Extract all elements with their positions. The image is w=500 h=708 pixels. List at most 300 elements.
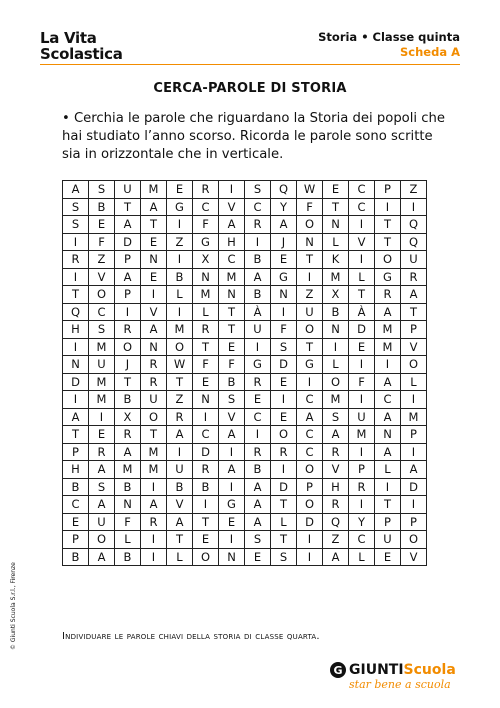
grid-cell[interactable]: B xyxy=(219,373,245,391)
grid-cell[interactable]: M xyxy=(167,321,193,339)
grid-cell[interactable]: A xyxy=(89,496,115,514)
grid-cell[interactable]: V xyxy=(167,496,193,514)
grid-cell[interactable]: I xyxy=(271,303,297,321)
grid-cell[interactable]: O xyxy=(297,496,323,514)
grid-cell[interactable]: J xyxy=(115,356,141,374)
grid-cell[interactable]: O xyxy=(89,531,115,549)
grid-cell[interactable]: I xyxy=(349,251,375,269)
grid-cell[interactable]: M xyxy=(375,338,401,356)
grid-cell[interactable]: R xyxy=(193,321,219,339)
grid-cell[interactable]: I xyxy=(63,391,89,409)
grid-cell[interactable]: N xyxy=(115,496,141,514)
grid-cell[interactable]: R xyxy=(245,373,271,391)
grid-cell[interactable]: O xyxy=(297,461,323,479)
grid-cell[interactable]: Z xyxy=(401,181,427,199)
grid-cell[interactable]: M xyxy=(89,391,115,409)
grid-cell[interactable]: C xyxy=(349,198,375,216)
grid-cell[interactable]: Q xyxy=(271,181,297,199)
grid-cell[interactable]: F xyxy=(219,356,245,374)
grid-cell[interactable]: N xyxy=(219,286,245,304)
grid-cell[interactable]: N xyxy=(375,426,401,444)
grid-cell[interactable]: T xyxy=(115,373,141,391)
grid-cell[interactable]: E xyxy=(219,338,245,356)
grid-cell[interactable]: U xyxy=(141,391,167,409)
grid-cell[interactable]: A xyxy=(375,408,401,426)
grid-cell[interactable]: S xyxy=(245,531,271,549)
grid-cell[interactable]: N xyxy=(323,321,349,339)
grid-cell[interactable]: T xyxy=(141,216,167,234)
grid-cell[interactable]: A xyxy=(245,478,271,496)
grid-cell[interactable]: T xyxy=(167,531,193,549)
grid-cell[interactable]: T xyxy=(193,513,219,531)
grid-cell[interactable]: P xyxy=(115,286,141,304)
grid-cell[interactable]: A xyxy=(375,443,401,461)
grid-cell[interactable]: E xyxy=(245,548,271,566)
grid-cell[interactable]: S xyxy=(63,198,89,216)
grid-cell[interactable]: M xyxy=(141,461,167,479)
grid-cell[interactable]: U xyxy=(167,461,193,479)
grid-cell[interactable]: L xyxy=(323,356,349,374)
grid-cell[interactable]: O xyxy=(115,338,141,356)
grid-cell[interactable]: U xyxy=(349,408,375,426)
grid-cell[interactable]: V xyxy=(89,268,115,286)
grid-cell[interactable]: V xyxy=(401,548,427,566)
grid-cell[interactable]: O xyxy=(375,251,401,269)
grid-cell[interactable]: A xyxy=(63,408,89,426)
grid-cell[interactable]: V xyxy=(349,233,375,251)
grid-cell[interactable]: U xyxy=(375,531,401,549)
grid-cell[interactable]: E xyxy=(141,268,167,286)
grid-cell[interactable]: I xyxy=(401,198,427,216)
grid-cell[interactable]: L xyxy=(167,286,193,304)
grid-cell[interactable]: E xyxy=(167,181,193,199)
grid-cell[interactable]: P xyxy=(297,478,323,496)
grid-cell[interactable]: A xyxy=(375,303,401,321)
grid-cell[interactable]: L xyxy=(349,548,375,566)
grid-cell[interactable]: I xyxy=(401,443,427,461)
grid-cell[interactable]: M xyxy=(141,181,167,199)
grid-cell[interactable]: C xyxy=(63,496,89,514)
grid-cell[interactable]: T xyxy=(375,233,401,251)
grid-cell[interactable]: I xyxy=(63,268,89,286)
grid-cell[interactable]: I xyxy=(245,338,271,356)
grid-cell[interactable]: L xyxy=(323,233,349,251)
grid-cell[interactable]: Q xyxy=(63,303,89,321)
grid-cell[interactable]: B xyxy=(115,548,141,566)
grid-cell[interactable]: N xyxy=(271,286,297,304)
grid-cell[interactable]: B xyxy=(167,478,193,496)
grid-cell[interactable]: D xyxy=(115,233,141,251)
grid-cell[interactable]: U xyxy=(89,513,115,531)
grid-cell[interactable]: P xyxy=(375,181,401,199)
grid-cell[interactable]: I xyxy=(349,496,375,514)
grid-cell[interactable]: I xyxy=(375,478,401,496)
grid-cell[interactable]: B xyxy=(89,198,115,216)
grid-cell[interactable]: I xyxy=(245,233,271,251)
grid-cell[interactable]: R xyxy=(141,513,167,531)
grid-cell[interactable]: N xyxy=(219,548,245,566)
grid-cell[interactable]: L xyxy=(193,303,219,321)
grid-cell[interactable]: E xyxy=(219,513,245,531)
grid-cell[interactable]: I xyxy=(349,356,375,374)
grid-cell[interactable]: N xyxy=(193,268,219,286)
grid-cell[interactable]: P xyxy=(401,426,427,444)
grid-cell[interactable]: M xyxy=(323,268,349,286)
grid-cell[interactable]: G xyxy=(219,496,245,514)
grid-cell[interactable]: T xyxy=(271,496,297,514)
grid-cell[interactable]: E xyxy=(63,513,89,531)
grid-cell[interactable]: C xyxy=(245,198,271,216)
grid-cell[interactable]: I xyxy=(167,443,193,461)
grid-cell[interactable]: S xyxy=(245,181,271,199)
grid-cell[interactable]: I xyxy=(141,478,167,496)
grid-cell[interactable]: S xyxy=(63,216,89,234)
grid-cell[interactable]: B xyxy=(167,268,193,286)
grid-cell[interactable]: H xyxy=(219,233,245,251)
grid-cell[interactable]: R xyxy=(401,268,427,286)
grid-cell[interactable]: E xyxy=(271,251,297,269)
grid-cell[interactable]: A xyxy=(245,496,271,514)
grid-cell[interactable]: S xyxy=(323,408,349,426)
grid-cell[interactable]: A xyxy=(219,426,245,444)
grid-cell[interactable]: R xyxy=(245,443,271,461)
grid-cell[interactable]: Y xyxy=(349,513,375,531)
grid-cell[interactable]: O xyxy=(401,531,427,549)
grid-cell[interactable]: E xyxy=(271,408,297,426)
grid-cell[interactable]: F xyxy=(297,198,323,216)
grid-cell[interactable]: U xyxy=(115,181,141,199)
grid-cell[interactable]: F xyxy=(193,356,219,374)
grid-cell[interactable]: B xyxy=(115,478,141,496)
grid-cell[interactable]: B xyxy=(63,478,89,496)
grid-cell[interactable]: Z xyxy=(167,391,193,409)
grid-cell[interactable]: A xyxy=(89,461,115,479)
grid-cell[interactable]: G xyxy=(167,198,193,216)
grid-cell[interactable]: A xyxy=(375,373,401,391)
grid-cell[interactable]: A xyxy=(115,268,141,286)
grid-cell[interactable]: T xyxy=(115,198,141,216)
grid-cell[interactable]: I xyxy=(115,303,141,321)
grid-cell[interactable]: A xyxy=(167,513,193,531)
grid-cell[interactable]: A xyxy=(245,268,271,286)
grid-cell[interactable]: I xyxy=(297,268,323,286)
grid-cell[interactable]: I xyxy=(349,391,375,409)
grid-cell[interactable]: D xyxy=(401,478,427,496)
grid-cell[interactable]: S xyxy=(271,338,297,356)
grid-cell[interactable]: C xyxy=(193,426,219,444)
grid-cell[interactable]: A xyxy=(141,321,167,339)
grid-cell[interactable]: C xyxy=(349,181,375,199)
grid-cell[interactable]: R xyxy=(323,496,349,514)
grid-cell[interactable]: N xyxy=(141,251,167,269)
grid-cell[interactable]: T xyxy=(219,321,245,339)
grid-cell[interactable]: M xyxy=(193,286,219,304)
grid-cell[interactable]: D xyxy=(297,513,323,531)
grid-cell[interactable]: V xyxy=(141,303,167,321)
grid-cell[interactable]: H xyxy=(323,478,349,496)
grid-cell[interactable]: C xyxy=(349,531,375,549)
grid-cell[interactable]: I xyxy=(219,478,245,496)
grid-cell[interactable]: O xyxy=(271,426,297,444)
grid-cell[interactable]: R xyxy=(193,181,219,199)
grid-cell[interactable]: T xyxy=(271,531,297,549)
grid-cell[interactable]: B xyxy=(115,391,141,409)
grid-cell[interactable]: R xyxy=(63,251,89,269)
grid-cell[interactable]: O xyxy=(89,286,115,304)
grid-cell[interactable]: B xyxy=(63,548,89,566)
grid-cell[interactable]: M xyxy=(323,391,349,409)
grid-cell[interactable]: E xyxy=(323,181,349,199)
grid-cell[interactable]: B xyxy=(323,303,349,321)
grid-cell[interactable]: I xyxy=(271,391,297,409)
grid-cell[interactable]: G xyxy=(297,356,323,374)
grid-cell[interactable]: W xyxy=(297,181,323,199)
grid-cell[interactable]: D xyxy=(193,443,219,461)
grid-cell[interactable]: I xyxy=(297,373,323,391)
grid-cell[interactable]: N xyxy=(193,391,219,409)
grid-cell[interactable]: I xyxy=(219,443,245,461)
grid-cell[interactable]: D xyxy=(271,478,297,496)
grid-cell[interactable]: T xyxy=(375,216,401,234)
grid-cell[interactable]: O xyxy=(141,408,167,426)
grid-cell[interactable]: Q xyxy=(323,513,349,531)
grid-cell[interactable]: O xyxy=(167,338,193,356)
grid-cell[interactable]: I xyxy=(63,338,89,356)
grid-cell[interactable]: E xyxy=(193,373,219,391)
grid-cell[interactable]: E xyxy=(271,373,297,391)
grid-cell[interactable]: P xyxy=(349,461,375,479)
grid-cell[interactable]: P xyxy=(375,513,401,531)
grid-cell[interactable]: A xyxy=(89,548,115,566)
grid-cell[interactable]: M xyxy=(401,408,427,426)
grid-cell[interactable]: A xyxy=(245,513,271,531)
grid-cell[interactable]: D xyxy=(63,373,89,391)
grid-cell[interactable]: E xyxy=(193,531,219,549)
grid-cell[interactable]: A xyxy=(115,216,141,234)
grid-cell[interactable]: S xyxy=(89,478,115,496)
grid-cell[interactable]: T xyxy=(219,303,245,321)
grid-cell[interactable]: I xyxy=(63,233,89,251)
grid-cell[interactable]: T xyxy=(323,198,349,216)
grid-cell[interactable]: E xyxy=(89,426,115,444)
grid-cell[interactable]: N xyxy=(141,338,167,356)
grid-cell[interactable]: R xyxy=(271,443,297,461)
grid-cell[interactable]: D xyxy=(271,356,297,374)
grid-cell[interactable]: M xyxy=(89,373,115,391)
grid-cell[interactable]: I xyxy=(297,531,323,549)
grid-cell[interactable]: A xyxy=(323,548,349,566)
grid-cell[interactable]: L xyxy=(375,461,401,479)
grid-cell[interactable]: B xyxy=(245,286,271,304)
grid-cell[interactable]: O xyxy=(401,356,427,374)
grid-cell[interactable]: I xyxy=(271,461,297,479)
grid-cell[interactable]: M xyxy=(89,338,115,356)
grid-cell[interactable]: A xyxy=(271,216,297,234)
grid-cell[interactable]: I xyxy=(219,531,245,549)
grid-cell[interactable]: À xyxy=(245,303,271,321)
grid-cell[interactable]: E xyxy=(245,391,271,409)
grid-cell[interactable]: A xyxy=(167,426,193,444)
grid-cell[interactable]: M xyxy=(141,443,167,461)
grid-cell[interactable]: T xyxy=(297,338,323,356)
grid-cell[interactable]: R xyxy=(323,443,349,461)
grid-cell[interactable]: I xyxy=(167,216,193,234)
grid-cell[interactable]: I xyxy=(297,548,323,566)
grid-cell[interactable]: I xyxy=(323,338,349,356)
grid-cell[interactable]: A xyxy=(297,408,323,426)
grid-cell[interactable]: U xyxy=(245,321,271,339)
grid-cell[interactable]: L xyxy=(349,268,375,286)
grid-cell[interactable]: I xyxy=(167,303,193,321)
grid-cell[interactable]: C xyxy=(297,443,323,461)
grid-cell[interactable]: T xyxy=(401,303,427,321)
grid-cell[interactable]: A xyxy=(219,216,245,234)
grid-cell[interactable]: M xyxy=(115,461,141,479)
grid-cell[interactable]: U xyxy=(297,303,323,321)
grid-cell[interactable]: G xyxy=(375,268,401,286)
grid-cell[interactable]: I xyxy=(219,181,245,199)
grid-cell[interactable]: U xyxy=(89,356,115,374)
grid-cell[interactable]: I xyxy=(141,531,167,549)
grid-cell[interactable]: O xyxy=(297,216,323,234)
grid-cell[interactable]: I xyxy=(141,286,167,304)
grid-cell[interactable]: I xyxy=(141,548,167,566)
grid-cell[interactable]: A xyxy=(141,496,167,514)
grid-cell[interactable]: C xyxy=(89,303,115,321)
grid-cell[interactable]: B xyxy=(193,478,219,496)
grid-cell[interactable]: I xyxy=(401,496,427,514)
grid-cell[interactable]: P xyxy=(115,251,141,269)
grid-cell[interactable]: I xyxy=(375,356,401,374)
grid-cell[interactable]: R xyxy=(115,321,141,339)
grid-cell[interactable]: C xyxy=(245,408,271,426)
grid-cell[interactable]: Q xyxy=(401,233,427,251)
grid-cell[interactable]: E xyxy=(349,338,375,356)
grid-cell[interactable]: X xyxy=(115,408,141,426)
grid-cell[interactable]: N xyxy=(63,356,89,374)
grid-cell[interactable]: I xyxy=(375,198,401,216)
grid-cell[interactable]: I xyxy=(193,408,219,426)
grid-cell[interactable]: T xyxy=(167,373,193,391)
grid-cell[interactable]: S xyxy=(219,391,245,409)
grid-cell[interactable]: R xyxy=(167,408,193,426)
grid-cell[interactable]: U xyxy=(401,251,427,269)
grid-cell[interactable]: I xyxy=(167,251,193,269)
grid-cell[interactable]: G xyxy=(193,233,219,251)
grid-cell[interactable]: L xyxy=(271,513,297,531)
grid-cell[interactable]: I xyxy=(401,391,427,409)
grid-cell[interactable]: R xyxy=(115,426,141,444)
grid-cell[interactable]: L xyxy=(115,531,141,549)
grid-cell[interactable]: O xyxy=(297,321,323,339)
grid-cell[interactable]: F xyxy=(271,321,297,339)
grid-cell[interactable]: C xyxy=(297,426,323,444)
grid-cell[interactable]: T xyxy=(349,286,375,304)
grid-cell[interactable]: L xyxy=(401,373,427,391)
grid-cell[interactable]: C xyxy=(375,391,401,409)
grid-cell[interactable]: X xyxy=(193,251,219,269)
grid-cell[interactable]: C xyxy=(193,198,219,216)
grid-cell[interactable]: E xyxy=(89,216,115,234)
grid-cell[interactable]: Z xyxy=(89,251,115,269)
grid-cell[interactable]: R xyxy=(89,443,115,461)
grid-cell[interactable]: M xyxy=(219,268,245,286)
grid-cell[interactable]: P xyxy=(63,531,89,549)
grid-cell[interactable]: A xyxy=(323,426,349,444)
grid-cell[interactable]: E xyxy=(141,233,167,251)
grid-cell[interactable]: A xyxy=(63,181,89,199)
grid-cell[interactable]: S xyxy=(271,548,297,566)
grid-cell[interactable]: N xyxy=(297,233,323,251)
grid-cell[interactable]: P xyxy=(401,513,427,531)
grid-cell[interactable]: J xyxy=(271,233,297,251)
grid-cell[interactable]: M xyxy=(349,426,375,444)
grid-cell[interactable]: G xyxy=(271,268,297,286)
grid-cell[interactable]: T xyxy=(375,496,401,514)
grid-cell[interactable]: R xyxy=(375,286,401,304)
grid-cell[interactable]: Y xyxy=(271,198,297,216)
grid-cell[interactable]: V xyxy=(219,198,245,216)
grid-cell[interactable]: I xyxy=(349,443,375,461)
grid-cell[interactable]: E xyxy=(375,548,401,566)
grid-cell[interactable]: P xyxy=(63,443,89,461)
grid-cell[interactable]: S xyxy=(89,181,115,199)
grid-cell[interactable]: V xyxy=(401,338,427,356)
grid-cell[interactable]: G xyxy=(245,356,271,374)
grid-cell[interactable]: T xyxy=(141,426,167,444)
grid-cell[interactable]: M xyxy=(375,321,401,339)
grid-cell[interactable]: T xyxy=(297,251,323,269)
grid-cell[interactable]: O xyxy=(323,373,349,391)
grid-cell[interactable]: B xyxy=(245,461,271,479)
grid-cell[interactable]: Q xyxy=(401,216,427,234)
grid-cell[interactable]: R xyxy=(141,356,167,374)
grid-cell[interactable]: V xyxy=(219,408,245,426)
grid-cell[interactable]: C xyxy=(219,251,245,269)
grid-cell[interactable]: R xyxy=(245,216,271,234)
grid-cell[interactable]: Z xyxy=(167,233,193,251)
grid-cell[interactable]: Z xyxy=(323,531,349,549)
grid-cell[interactable]: C xyxy=(297,391,323,409)
grid-cell[interactable]: D xyxy=(349,321,375,339)
grid-cell[interactable]: H xyxy=(63,461,89,479)
grid-cell[interactable]: K xyxy=(323,251,349,269)
grid-cell[interactable]: I xyxy=(193,496,219,514)
grid-cell[interactable]: A xyxy=(401,461,427,479)
grid-cell[interactable]: H xyxy=(63,321,89,339)
grid-cell[interactable]: S xyxy=(89,321,115,339)
grid-cell[interactable]: O xyxy=(193,548,219,566)
grid-cell[interactable]: A xyxy=(115,443,141,461)
grid-cell[interactable]: A xyxy=(401,286,427,304)
grid-cell[interactable]: W xyxy=(167,356,193,374)
grid-cell[interactable]: L xyxy=(167,548,193,566)
grid-cell[interactable]: P xyxy=(401,321,427,339)
grid-cell[interactable]: X xyxy=(323,286,349,304)
grid-cell[interactable]: F xyxy=(89,233,115,251)
grid-cell[interactable]: A xyxy=(141,198,167,216)
grid-cell[interactable]: I xyxy=(349,216,375,234)
grid-cell[interactable]: N xyxy=(323,216,349,234)
grid-cell[interactable]: T xyxy=(63,286,89,304)
grid-cell[interactable]: F xyxy=(349,373,375,391)
grid-cell[interactable]: A xyxy=(219,461,245,479)
grid-cell[interactable]: F xyxy=(193,216,219,234)
grid-cell[interactable]: Z xyxy=(297,286,323,304)
grid-cell[interactable]: R xyxy=(349,478,375,496)
grid-cell[interactable]: T xyxy=(193,338,219,356)
grid-cell[interactable]: I xyxy=(245,426,271,444)
